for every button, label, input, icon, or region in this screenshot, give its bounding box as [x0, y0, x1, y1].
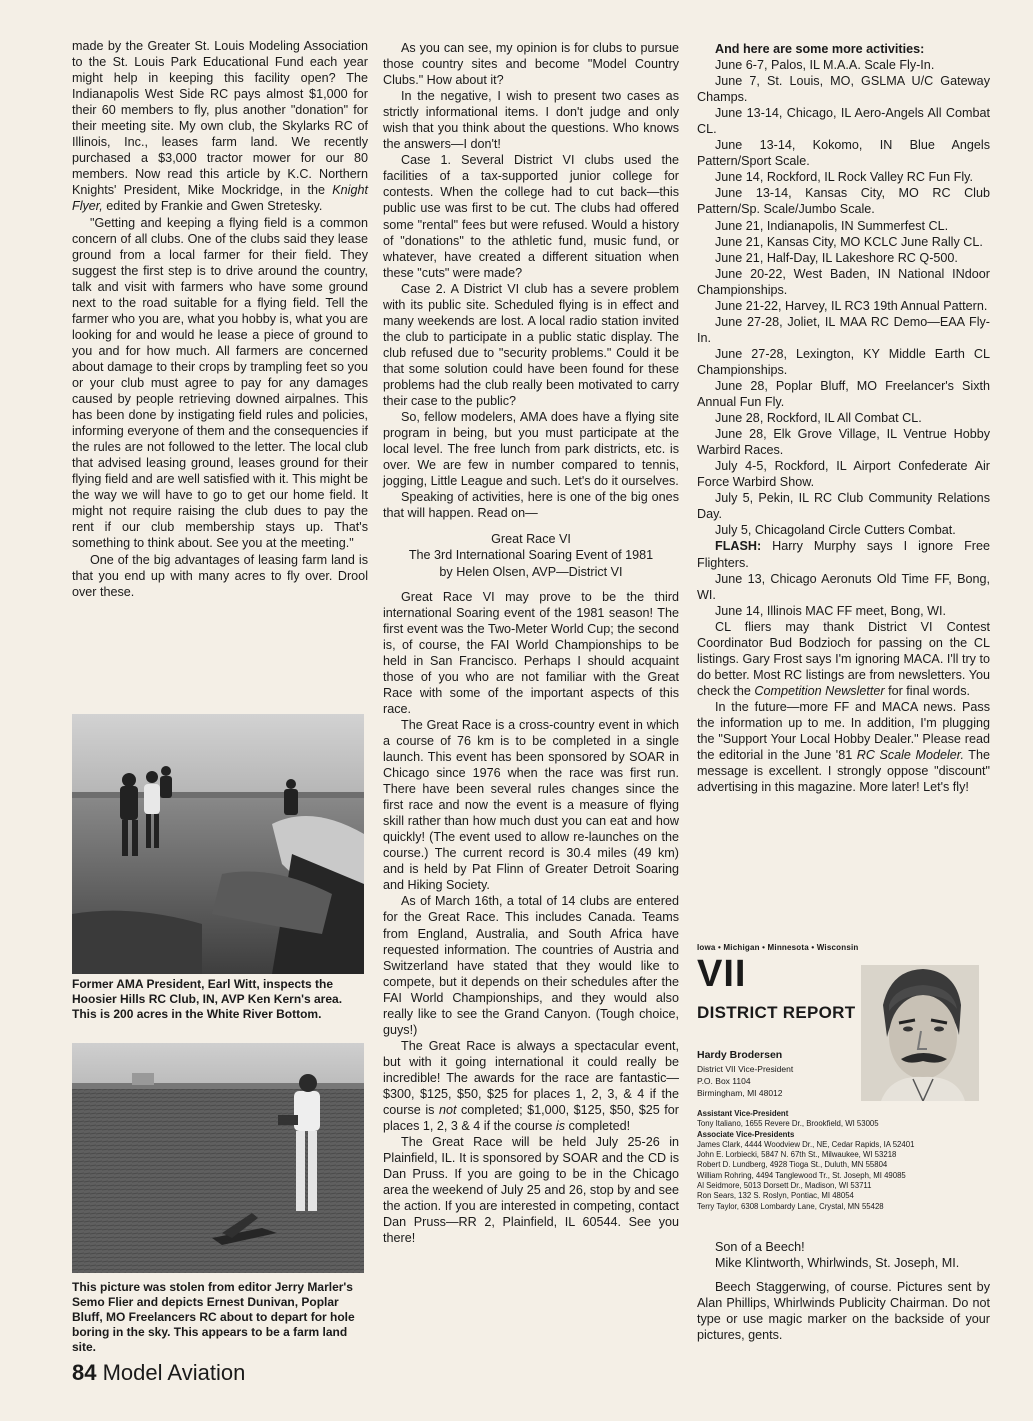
- page-number: 84: [72, 1360, 97, 1385]
- event-item: June 21, Indianapolis, IN Summerfest CL.: [715, 218, 949, 233]
- event-item: June 27-28, Joliet, IL MAA RC Demo—EAA Fly-In.: [697, 314, 990, 345]
- event-item: June 21, Kansas City, MO KCLC June Rally CL.: [715, 234, 983, 249]
- photo-caption-2: This picture was stolen from editor Jerry Marler's Semo Flier and depicts Ernest Dunivan, Poplar Bluff, MO Freelancers RC about to depart for hole boring in the sky. This appears to be a farm land site.: [72, 1280, 355, 1354]
- paragraph: Son of a Beech!: [715, 1240, 805, 1254]
- field-inspection-photo-image: [72, 714, 364, 974]
- vice-president-address: District VII Vice-President P.O. Box 1104 Birmingham, MI 48012: [697, 1064, 794, 1098]
- paragraph: Case 2. A District VI club has a severe problem with its public site. Scheduled flying is in effect and many weekends are lost. A local radio station invited the club to participate in a public static display. The club refused due to "security problems." Could it be that some solution could have been found for these problems had the club really been motivated to carry their case to the public?: [383, 281, 679, 409]
- paragraph: As you can see, my opinion is for clubs to pursue those country sites and become "Model Country Clubs." How about it?: [383, 41, 679, 88]
- paragraph: The Great Race will be held July 25-26 in Plainfield, IL. It is sponsored by SOAR and the CD is Dan Pruss. If you are going to be in the Chicago area the weekend of July 25 and 26, stop by and see the action. If you are interested in competing, contact Dan Pruss—RR 2, Plainfield, IL 60544. See you there!: [383, 1135, 679, 1246]
- page-folio: [72, 1360, 245, 1386]
- event-item: July 5, Pekin, IL RC Club Community Relations Day.: [697, 491, 990, 522]
- paragraph: CL fliers may thank District VI Contest Coordinator Bud Bodzioch for passing on the CL listings. Gary Frost says I'm ignoring MACA. I'll try to do better. Most RC listings are from newsletters. You check the Competition Newsletter for final words.: [697, 619, 990, 698]
- paragraph: Speaking of activities, here is one of the big ones that will happen. Read on—: [383, 490, 679, 521]
- paragraph: One of the big advantages of leasing farm land is that you end up with many acres to fly over. Drool over these.: [72, 552, 368, 599]
- article-column-1: [72, 38, 368, 600]
- field-inspection-photo: [72, 714, 364, 974]
- event-item: June 21, Half-Day, IL Lakeshore RC Q-500.: [715, 250, 958, 265]
- paragraph: made by the Greater St. Louis Modeling Association to the St. Louis Park Educational Fund each year might help in keeping this facility open? The Indianapolis West Side RC pays almost $1,000 for their 60 members to fly, plus another "donation" for their meeting site. My own club, the Skylarks RC of Illinois, Inc., leases farm land. We recently purchased a $3,000 tractor mower for our 80 members. Now read this article by K.C. Northern Knights' President, Mike Mockridge, in the Knight Flyer, edited by Frankie and Gwen Stretesky.: [72, 39, 368, 214]
- pilot-launch-photo-image: [72, 1043, 364, 1273]
- event-item: June 13-14, Kansas City, MO RC Club Pattern/Sp. Scale/Jumbo Scale.: [697, 186, 990, 217]
- paragraph: As of March 16th, a total of 14 clubs are entered for the Great Race. This includes Canada. Teams from England, Australia, and South Africa have requested information. The countries of Austria and Switzerland have stated that they would like to compete, but it depends on their schedules after the FAI World Championships, and they would also really like to see the Grand Canyon. (Tough choice, guys!): [383, 894, 679, 1037]
- article-subtitle: The 3rd International Soaring Event of 1981: [408, 548, 654, 563]
- event-item: June 28, Poplar Bluff, MO Freelancer's Sixth Annual Fun Fly.: [697, 378, 990, 410]
- paragraph: Case 1. Several District VI clubs used the facilities of a tax-supported junior college for contests. When the college had to cut back—this public use was first to be cut. The clubs had offered some "rental" fees but were refused. Would a history of "donations" to the athletic fund, music fund, or whatever, have created a different situation when these "cuts" were made?: [383, 153, 679, 280]
- flash-note: FLASH: Harry Murphy says I ignore Free Flighters.: [697, 539, 991, 570]
- event-item: June 14, Rockford, IL Rock Valley RC Fun Fly.: [715, 170, 974, 185]
- magazine-name: Model Aviation: [102, 1360, 246, 1385]
- event-item: June 6-7, Palos, IL M.A.A. Scale Fly-In.: [715, 58, 935, 73]
- event-item: June 28, Rockford, IL All Combat CL.: [715, 411, 922, 426]
- paragraph: "Getting and keeping a flying field is a common concern of all clubs. One of the clubs said they lease ground from a local farmer for their field. They suggest the first step is to drive around the country, talk and visit with farmers who have some ground next to the road suitable for a flying field. Tell the farmer who you are, what you hobby is, what you are looking for and would he lease a piece of ground to you and for how much. All farmers are concerned about damage to their crops by trampling feet so you or your club must agree to pay for any damages caused by people retrieving downed airpalnes. This has been done by instigating field rules and policies, informing everyone of them and the consequencies if the rules are not followed to the letter. The local club that advised leasing ground, leases ground for their flying field and are well satisfied with it. This might be the way we will have to go to get our home field. It might not require raising the club dues to pay the rent if our club membership stays up. That's something to think about. See you at the meeting.": [72, 215, 368, 551]
- district-vii-text: [697, 1239, 990, 1343]
- article-title: Great Race VI: [491, 532, 571, 547]
- event-item: June 13-14, Kokomo, IN Blue Angels Pattern/Sport Scale.: [697, 138, 990, 169]
- paragraph: Beech Staggerwing, of course. Pictures sent by Alan Phillips, Whirlwinds Publicity Chairman. Do not type or use magic marker on the backside of your pictures, gents.: [697, 1280, 990, 1343]
- paragraph: Mike Klintworth, Whirlwinds, St. Joseph, MI.: [715, 1256, 960, 1271]
- event-item: July 5, Chicagoland Circle Cutters Combat.: [715, 523, 956, 538]
- district-states: Iowa • Michigan • Minnesota • Wisconsin: [697, 943, 859, 952]
- paragraph: The Great Race is always a spectacular event, but with it going international it could really be incredible! The awards for the race are fantastic—$300, $125, $50, $25 for places 1, 2, 3, & 4 if the course is not completed; $1,000, $125, $50, $25 for places 1, 2, 3 & 4 if the course is completed!: [383, 1038, 679, 1134]
- district-report-title: DISTRICT REPORT: [697, 1003, 856, 1022]
- vice-president-portrait: [861, 965, 979, 1101]
- portrait-image: [861, 965, 979, 1101]
- assistant-vice-presidents: Assistant Vice-President Tony Italiano, 1655 Revere Dr., Brookfield, WI 53005 Associate Vice-Presidents James Clark, 4444 Woodview Dr., NE, Cedar Rapids, IA 52401 John E. Lorbiecki, 5847 N. 67th St., Milwaukee, WI 53218 Robert D. Lundberg, 4928 Tioga St., Duluth, MN 55804 William Rohring, 4494 Tanglewood Tr., St. Joseph, MI 49085 Al Seidmore, 5013 Dorsett Dr., Madison, WI 53711 Ron Sears, 132 S. Roslyn, Pontiac, MI 48054 Terry Taylor, 6308 Lombardy Lane, Crystal, MN 55428: [697, 1109, 915, 1211]
- event-item: June 28, Elk Grove Village, IL Ventrue Hobby Warbird Races.: [697, 427, 990, 458]
- vice-president-name: Hardy Brodersen: [697, 1049, 783, 1061]
- event-item: June 14, Illinois MAC FF meet, Bong, WI.: [715, 603, 946, 618]
- article-column-2: [383, 40, 679, 1246]
- paragraph: So, fellow modelers, AMA does have a flying site program in being, but you must participate at the local level. The free lunch from park districts, etc. is over. We are few in number compared to tennis, jogging, Little League and such. Let's do it ourselves.: [383, 410, 679, 489]
- district-report-header: [697, 943, 993, 1233]
- paragraph: In the negative, I wish to present two cases as strictly informational items. I don't judge and only wish that you think about the questions. Who knows the answers—I don't!: [383, 89, 679, 152]
- event-item: June 13, Chicago Aeronuts Old Time FF, Bong, WI.: [697, 571, 990, 602]
- event-item: June 7, St. Louis, MO, GSLMA U/C Gateway Champs.: [697, 74, 990, 105]
- paragraph: The Great Race is a cross-country event in which a course of 76 km is to be completed in a single launch. This event has been sponsored by SOAR in Chicago since 1976 when the race was first run. There have been several rules changes since the first race and now the event is a measure of flying skill rather than how much dust you can eat and how quickly! (The event used to allow re-launches on the course.) The current record is 30.4 miles (49 km) and is held by Pat Flinn of Greater Detroit Soaring and Hiking Society.: [383, 717, 679, 893]
- event-item: June 27-28, Lexington, KY Middle Earth CL Championships.: [697, 346, 990, 377]
- paragraph: In the future—more FF and MACA news. Pass the information up to me. In addition, I'm plugging the "Support Your Local Hobby Dealer." Please read the editorial in the June '81 RC Scale Modeler. The message is excellent. I strongly oppose "discount" advertising in this magazine. More later! Let's fly!: [697, 699, 990, 795]
- article-column-3: [697, 41, 990, 795]
- event-item: July 4-5, Rockford, IL Airport Confederate Air Force Warbird Show.: [697, 459, 990, 490]
- article-byline: by Helen Olsen, AVP—District VI: [439, 564, 623, 579]
- event-item: June 21-22, Harvey, IL RC3 19th Annual Pattern.: [715, 298, 988, 313]
- event-item: June 20-22, West Baden, IN National INdoor Championships.: [697, 266, 990, 297]
- event-item: June 13-14, Chicago, IL Aero-Angels All Combat CL.: [697, 106, 990, 137]
- paragraph: Great Race VI may prove to be the third international Soaring event of the 1981 season! The first event was the Two-Meter World Cup; the second is, of course, the FAI World Championships to be held in San Francisco. Perhaps I should acquaint those of you who are not familiar with the Great Race with some of the important aspects of this race.: [383, 589, 679, 716]
- activities-heading: And here are some more activities:: [715, 42, 925, 56]
- photo-caption-1: Former AMA President, Earl Witt, inspects the Hoosier Hills RC Club, IN, AVP Ken Kern's area. This is 200 acres in the White River Bottom.: [72, 977, 343, 1021]
- district-number: VII: [697, 953, 747, 995]
- pilot-launch-photo: [72, 1043, 364, 1273]
